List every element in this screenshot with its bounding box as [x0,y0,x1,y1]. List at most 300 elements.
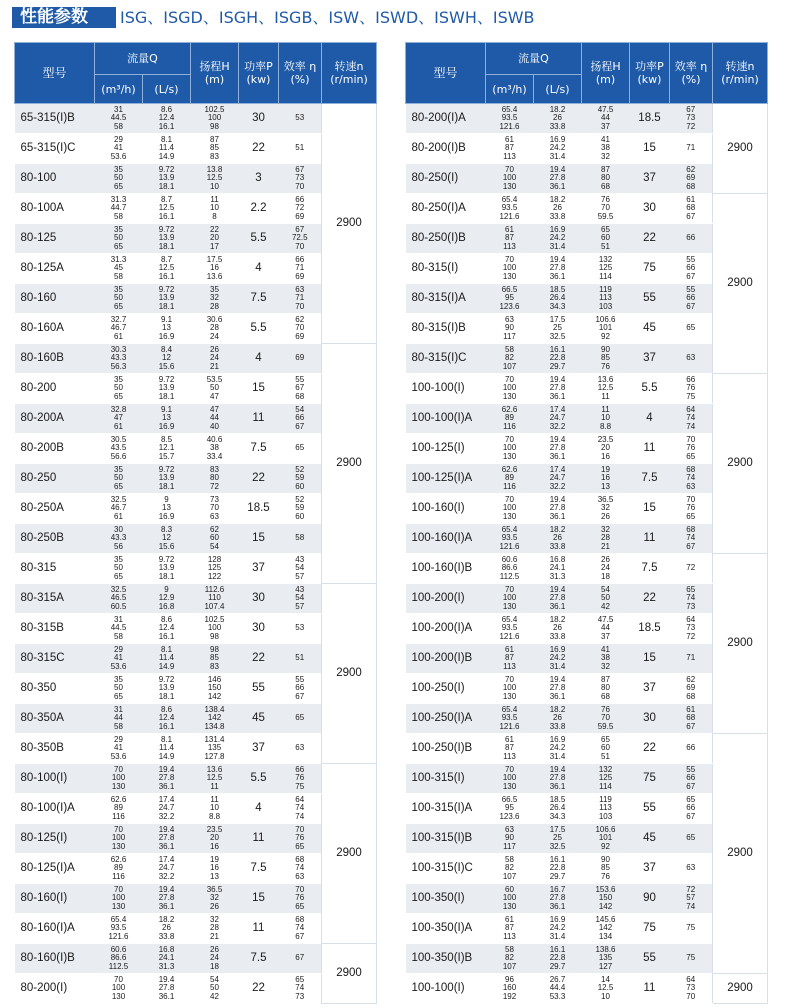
speed-header: 转速n (r/min) [322,43,377,104]
speed-cell: 2900 [713,974,768,1004]
model-cell: 80-200 [15,374,95,404]
model-cell: 80-160 [15,284,95,314]
head-cell: 106.6 101 92 [582,314,630,344]
head-cell: 87 80 68 [582,164,630,194]
efficiency-cell: 71 [670,134,713,164]
speed-cell: 2900 [322,104,377,344]
power-cell: 4 [630,404,670,434]
speed-cell: 2900 [322,344,377,584]
power-cell: 15 [630,644,670,674]
flow-m3h-cell: 62.6 89 116 [486,464,534,494]
flow-ls-header: (L/s) [534,75,582,104]
flow-ls-cell: 8.1 11.4 14.9 [143,734,191,764]
flow-m3h-cell: 65.4 93.5 121.6 [486,524,534,554]
flow-ls-cell: 8.7 12.5 16.1 [143,194,191,224]
flow-m3h-cell: 61 87 113 [486,914,534,944]
head-cell: 13.6 12.5 11 [582,374,630,404]
model-cell: 100-100(I) [406,374,486,404]
flow-ls-cell: 8.1 11.4 14.9 [143,644,191,674]
efficiency-cell: 66 72 69 [279,194,322,224]
head-cell: 119 113 103 [582,794,630,824]
flow-ls-cell: 16.1 22.8 29.7 [534,944,582,974]
flow-ls-cell: 19.4 27.8 36.1 [534,584,582,614]
power-cell: 7.5 [630,554,670,584]
efficiency-cell: 55 66 67 [279,674,322,704]
head-cell: 153.6 150 142 [582,884,630,914]
power-cell: 55 [630,944,670,974]
flow-m3h-cell: 58 82 107 [486,854,534,884]
flow-ls-cell: 19.4 27.8 36.1 [534,254,582,284]
power-cell: 18.5 [630,614,670,644]
model-cell: 80-315B [15,614,95,644]
efficiency-cell: 54 66 67 [279,404,322,434]
head-cell: 83 80 72 [191,464,239,494]
flow-ls-cell: 19.4 27.8 36.1 [534,374,582,404]
speed-cell: 2900 [713,734,768,974]
efficiency-cell: 61 68 67 [670,704,713,734]
efficiency-cell: 69 [279,344,322,374]
head-cell: 53.5 50 47 [191,374,239,404]
head-cell: 41 38 32 [582,134,630,164]
flow-ls-cell: 16.9 24.2 31.4 [534,224,582,254]
power-cell: 22 [630,584,670,614]
flow-m3h-cell: 35 50 65 [95,224,143,254]
power-cell: 7.5 [239,434,279,464]
efficiency-cell: 66 [670,734,713,764]
head-cell: 23.5 20 16 [582,434,630,464]
power-cell: 18.5 [239,494,279,524]
head-cell: 13.6 12.5 11 [191,764,239,794]
power-cell: 30 [239,104,279,134]
power-cell: 3 [239,164,279,194]
flow-m3h-cell: 70 100 130 [486,434,534,464]
left-performance-table [14,42,377,1004]
power-cell: 4 [239,794,279,824]
flow-m3h-header: (m³/h) [486,75,534,104]
power-cell: 11 [630,974,670,1004]
head-cell: 36.5 32 26 [191,884,239,914]
power-cell: 15 [239,374,279,404]
flow-ls-cell: 19.4 27.8 36.1 [534,674,582,704]
table-row [15,104,377,134]
model-cell: 100-315(I)C [406,854,486,884]
flow-m3h-cell: 65.4 93.5 121.6 [486,194,534,224]
flow-ls-cell: 17.4 24.7 32.2 [143,794,191,824]
efficiency-cell: 43 54 57 [279,584,322,614]
power-cell: 37 [630,854,670,884]
model-cell: 80-315(I) [406,254,486,284]
power-cell: 15 [239,884,279,914]
flow-ls-cell: 9 12.9 16.8 [143,584,191,614]
head-cell: 11 10 8.8 [191,794,239,824]
table-row [15,344,377,374]
model-cell: 100-250(I)A [406,704,486,734]
efficiency-cell: 58 [279,524,322,554]
flow-m3h-cell: 70 100 130 [95,974,143,1004]
flow-m3h-cell: 66.5 95 123.6 [486,794,534,824]
efficiency-cell: 64 73 70 [670,974,713,1004]
model-cell: 100-315(I) [406,764,486,794]
flow-m3h-cell: 70 100 130 [486,164,534,194]
head-cell: 76 70 59.5 [582,194,630,224]
head-cell: 13.8 12.5 10 [191,164,239,194]
model-cell: 80-250(I) [406,164,486,194]
flow-ls-cell: 9.1 13 16.9 [143,314,191,344]
head-cell: 132 125 114 [582,254,630,284]
power-cell: 30 [630,194,670,224]
flow-m3h-cell: 65.4 93.5 121.6 [486,614,534,644]
efficiency-header: 效率 η (%) [670,43,713,104]
power-cell: 5.5 [239,224,279,254]
model-cell: 80-125(I) [15,824,95,854]
model-cell: 100-125(I) [406,434,486,464]
power-cell: 22 [630,734,670,764]
head-cell: 146 150 142 [191,674,239,704]
model-cell: 80-100 [15,164,95,194]
model-cell: 100-350(I)B [406,944,486,974]
efficiency-cell: 55 66 67 [670,764,713,794]
flow-header: 流量Q [95,43,191,75]
flow-ls-cell: 18.2 26 33.8 [534,104,582,134]
model-cell: 80-315 [15,554,95,584]
efficiency-cell: 65 74 73 [279,974,322,1004]
power-cell: 22 [239,464,279,494]
flow-ls-cell: 16.8 24.1 31.3 [143,944,191,974]
flow-m3h-cell: 32.8 47 61 [95,404,143,434]
model-cell: 80-200(I) [15,974,95,1004]
speed-cell: 2900 [322,584,377,764]
power-cell: 11 [239,404,279,434]
flow-ls-cell: 16.7 27.8 36.1 [534,884,582,914]
table-row [406,194,768,224]
model-cell: 65-315(I)B [15,104,95,134]
flow-m3h-cell: 31 44.5 58 [95,104,143,134]
head-cell: 54 50 42 [191,974,239,1004]
speed-cell: 2900 [322,764,377,944]
power-cell: 5.5 [239,764,279,794]
head-cell: 36.5 32 26 [582,494,630,524]
flow-ls-cell: 19.4 27.8 36.1 [143,764,191,794]
flow-m3h-cell: 31 44.5 58 [95,614,143,644]
flow-ls-cell: 19.4 27.8 36.1 [143,974,191,1004]
page-header [0,0,790,32]
flow-m3h-cell: 62.6 89 116 [486,404,534,434]
head-cell: 22 20 17 [191,224,239,254]
efficiency-cell: 51 [279,644,322,674]
efficiency-cell: 64 73 72 [670,614,713,644]
flow-m3h-cell: 60.6 86.6 112.5 [95,944,143,974]
flow-m3h-cell: 65.4 93.5 121.6 [486,704,534,734]
head-cell: 40.6 38 33.4 [191,434,239,464]
model-cell: 80-200(I)B [406,134,486,164]
model-cell: 80-250(I)B [406,224,486,254]
flow-ls-cell: 8.6 12.4 16.1 [143,704,191,734]
power-cell: 45 [239,704,279,734]
model-cell: 80-200(I)A [406,104,486,134]
head-cell: 47.5 44 37 [582,104,630,134]
model-cell: 100-100(I) [406,974,486,1004]
flow-m3h-cell: 65.4 93.5 121.6 [486,104,534,134]
power-cell: 45 [630,824,670,854]
efficiency-cell: 62 69 68 [670,164,713,194]
model-cell: 80-160(I)B [15,944,95,974]
flow-ls-cell: 26.7 44.4 53.3 [534,974,582,1004]
head-cell: 119 113 103 [582,284,630,314]
speed-cell: 2900 [713,194,768,374]
flow-ls-cell: 9.72 13.9 18.1 [143,554,191,584]
flow-ls-cell: 19.4 27.8 36.1 [143,884,191,914]
model-series-line: ISG、ISGD、ISGH、ISGB、ISW、ISWD、ISWH、ISWB [120,8,535,27]
table-row [15,944,377,974]
head-cell: 47 44 40 [191,404,239,434]
flow-ls-cell: 8.6 12.4 16.1 [143,104,191,134]
efficiency-cell: 66 76 75 [670,374,713,404]
power-cell: 2.2 [239,194,279,224]
model-cell: 80-250B [15,524,95,554]
head-cell: 106.6 101 92 [582,824,630,854]
head-cell: 87 85 83 [191,134,239,164]
efficiency-cell: 65 [670,824,713,854]
power-cell: 5.5 [239,314,279,344]
model-cell: 100-160(I) [406,494,486,524]
head-cell: 76 70 59.5 [582,704,630,734]
model-cell: 100-350(I)A [406,914,486,944]
power-cell: 7.5 [239,284,279,314]
head-cell: 26 24 18 [582,554,630,584]
head-cell: 23.5 20 16 [191,824,239,854]
model-cell: 80-315(I)C [406,344,486,374]
power-cell: 75 [630,764,670,794]
power-cell: 55 [630,284,670,314]
model-cell: 80-200B [15,434,95,464]
model-cell: 100-200(I)A [406,614,486,644]
efficiency-cell: 62 69 68 [670,674,713,704]
head-cell: 32 28 21 [191,914,239,944]
table-row [406,734,768,764]
flow-ls-cell: 16.9 24.2 31.4 [534,644,582,674]
flow-m3h-cell: 35 50 65 [95,554,143,584]
flow-m3h-cell: 70 100 130 [486,494,534,524]
power-cell: 15 [630,494,670,524]
efficiency-cell: 65 66 67 [670,794,713,824]
flow-ls-cell: 17.4 24.7 32.2 [534,404,582,434]
model-cell: 80-315(I)B [406,314,486,344]
efficiency-cell: 67 73 72 [670,104,713,134]
efficiency-cell: 55 67 68 [279,374,322,404]
flow-m3h-cell: 29 41 53.6 [95,134,143,164]
efficiency-cell: 53 [279,104,322,134]
flow-m3h-cell: 35 50 65 [95,284,143,314]
power-cell: 30 [239,584,279,614]
model-cell: 100-315(I)A [406,794,486,824]
flow-m3h-cell: 31.3 45 58 [95,254,143,284]
model-cell: 80-250(I)A [406,194,486,224]
power-cell: 15 [239,524,279,554]
power-cell: 75 [630,254,670,284]
model-cell: 80-100A [15,194,95,224]
efficiency-cell: 70 76 65 [279,884,322,914]
efficiency-cell: 63 [670,344,713,374]
table-row [406,104,768,134]
flow-ls-cell: 19.4 27.8 36.1 [534,164,582,194]
efficiency-cell: 71 [670,644,713,674]
flow-m3h-header: (m³/h) [95,75,143,104]
head-cell: 138.6 135 127 [582,944,630,974]
flow-m3h-cell: 70 100 130 [486,764,534,794]
model-cell: 80-315C [15,644,95,674]
flow-m3h-cell: 32.5 46.7 61 [95,494,143,524]
flow-m3h-cell: 62.6 89 116 [95,794,143,824]
head-cell: 14 12.5 10 [582,974,630,1004]
efficiency-cell: 63 71 70 [279,284,322,314]
model-cell: 80-125A [15,254,95,284]
table-row [406,374,768,404]
flow-m3h-cell: 63 90 117 [486,824,534,854]
flow-ls-cell: 16.1 22.8 29.7 [534,854,582,884]
power-cell: 45 [630,314,670,344]
flow-m3h-cell: 63 90 117 [486,314,534,344]
efficiency-cell: 65 [279,434,322,464]
efficiency-cell: 66 71 69 [279,254,322,284]
flow-m3h-cell: 29 41 53.6 [95,734,143,764]
flow-ls-cell: 9.72 13.9 18.1 [143,674,191,704]
efficiency-cell: 55 66 67 [670,254,713,284]
head-header: 扬程H (m) [582,43,630,104]
flow-ls-cell: 19.4 27.8 36.1 [534,764,582,794]
efficiency-cell: 61 68 67 [670,194,713,224]
efficiency-cell: 67 73 70 [279,164,322,194]
flow-ls-cell: 9.72 13.9 18.1 [143,374,191,404]
efficiency-cell: 63 [670,854,713,884]
head-header: 扬程H (m) [191,43,239,104]
flow-m3h-cell: 58 82 107 [486,944,534,974]
model-cell: 80-160B [15,344,95,374]
flow-m3h-cell: 70 100 130 [486,674,534,704]
efficiency-cell: 66 76 75 [279,764,322,794]
flow-m3h-cell: 30.3 43.3 56.3 [95,344,143,374]
model-cell: 100-160(I)A [406,524,486,554]
head-cell: 62 60 54 [191,524,239,554]
head-cell: 11 10 8 [191,194,239,224]
flow-ls-cell: 16.8 24.1 31.3 [534,554,582,584]
flow-ls-cell: 8.6 12.4 16.1 [143,614,191,644]
model-cell: 80-350 [15,674,95,704]
power-cell: 11 [239,914,279,944]
efficiency-cell: 66 [670,224,713,254]
flow-ls-header: (L/s) [143,75,191,104]
model-cell: 80-200A [15,404,95,434]
power-cell: 22 [239,134,279,164]
table-row [15,764,377,794]
model-cell: 100-125(I)A [406,464,486,494]
head-cell: 90 85 76 [582,854,630,884]
flow-ls-cell: 18.2 26 33.8 [534,614,582,644]
power-cell: 37 [239,554,279,584]
flow-ls-cell: 18.5 26.4 34.3 [534,284,582,314]
power-cell: 7.5 [239,944,279,974]
power-cell: 37 [239,734,279,764]
model-cell: 100-250(I) [406,674,486,704]
flow-m3h-cell: 65.4 93.5 121.6 [95,914,143,944]
flow-m3h-cell: 70 100 130 [486,374,534,404]
flow-m3h-cell: 35 50 65 [95,674,143,704]
power-cell: 11 [630,434,670,464]
head-cell: 138.4 142 134.8 [191,704,239,734]
flow-m3h-cell: 60 100 130 [486,884,534,914]
flow-ls-cell: 18.2 26 33.8 [534,704,582,734]
efficiency-cell: 72 57 74 [670,884,713,914]
power-cell: 4 [239,344,279,374]
flow-m3h-cell: 62.6 89 116 [95,854,143,884]
power-cell: 90 [630,884,670,914]
flow-ls-cell: 9.72 13.9 18.1 [143,224,191,254]
head-cell: 41 38 32 [582,644,630,674]
table-row [15,584,377,614]
speed-cell: 2900 [713,554,768,734]
efficiency-cell: 68 74 67 [670,524,713,554]
flow-ls-cell: 9.72 13.9 18.1 [143,284,191,314]
flow-m3h-cell: 70 100 130 [95,764,143,794]
power-cell: 30 [239,614,279,644]
head-cell: 30.6 28 24 [191,314,239,344]
head-cell: 19 16 13 [582,464,630,494]
efficiency-cell: 68 74 63 [279,854,322,884]
efficiency-cell: 70 76 65 [670,494,713,524]
efficiency-cell: 53 [279,614,322,644]
power-cell: 55 [239,674,279,704]
power-cell: 37 [630,344,670,374]
power-cell: 11 [239,824,279,854]
head-cell: 145.6 142 134 [582,914,630,944]
flow-ls-cell: 9.72 13.9 18.1 [143,164,191,194]
power-cell: 11 [630,524,670,554]
model-cell: 80-160(I)A [15,914,95,944]
head-cell: 47.5 44 37 [582,614,630,644]
flow-ls-cell: 17.5 25 32.5 [534,824,582,854]
flow-m3h-cell: 35 50 65 [95,164,143,194]
efficiency-cell: 62 70 69 [279,314,322,344]
head-cell: 54 50 42 [582,584,630,614]
flow-m3h-cell: 32.7 46.7 61 [95,314,143,344]
model-cell: 80-160(I) [15,884,95,914]
power-cell: 22 [239,974,279,1004]
flow-m3h-cell: 30.5 43.5 56.6 [95,434,143,464]
flow-m3h-cell: 61 87 113 [486,224,534,254]
flow-ls-cell: 9.72 13.9 18.1 [143,464,191,494]
head-cell: 128 125 122 [191,554,239,584]
efficiency-header: 效率 η (%) [279,43,322,104]
right-performance-table [405,42,768,1004]
flow-m3h-cell: 70 100 130 [486,254,534,284]
flow-m3h-cell: 30 43.3 56 [95,524,143,554]
model-header: 型号 [15,43,95,104]
flow-m3h-cell: 31.3 44.7 58 [95,194,143,224]
efficiency-cell: 64 74 74 [670,404,713,434]
efficiency-cell: 64 74 74 [279,794,322,824]
speed-cell: 2900 [322,944,377,1004]
power-cell: 7.5 [630,464,670,494]
flow-m3h-cell: 31 44 58 [95,704,143,734]
flow-ls-cell: 8.4 12 15.6 [143,344,191,374]
flow-ls-cell: 19.4 27.8 36.1 [534,434,582,464]
efficiency-cell: 68 74 67 [279,914,322,944]
table-row [406,974,768,1004]
efficiency-cell: 65 [279,704,322,734]
head-cell: 87 80 68 [582,674,630,704]
model-cell: 100-100(I)A [406,404,486,434]
speed-header: 转速n (r/min) [713,43,768,104]
power-header: 功率P (kw) [630,43,670,104]
